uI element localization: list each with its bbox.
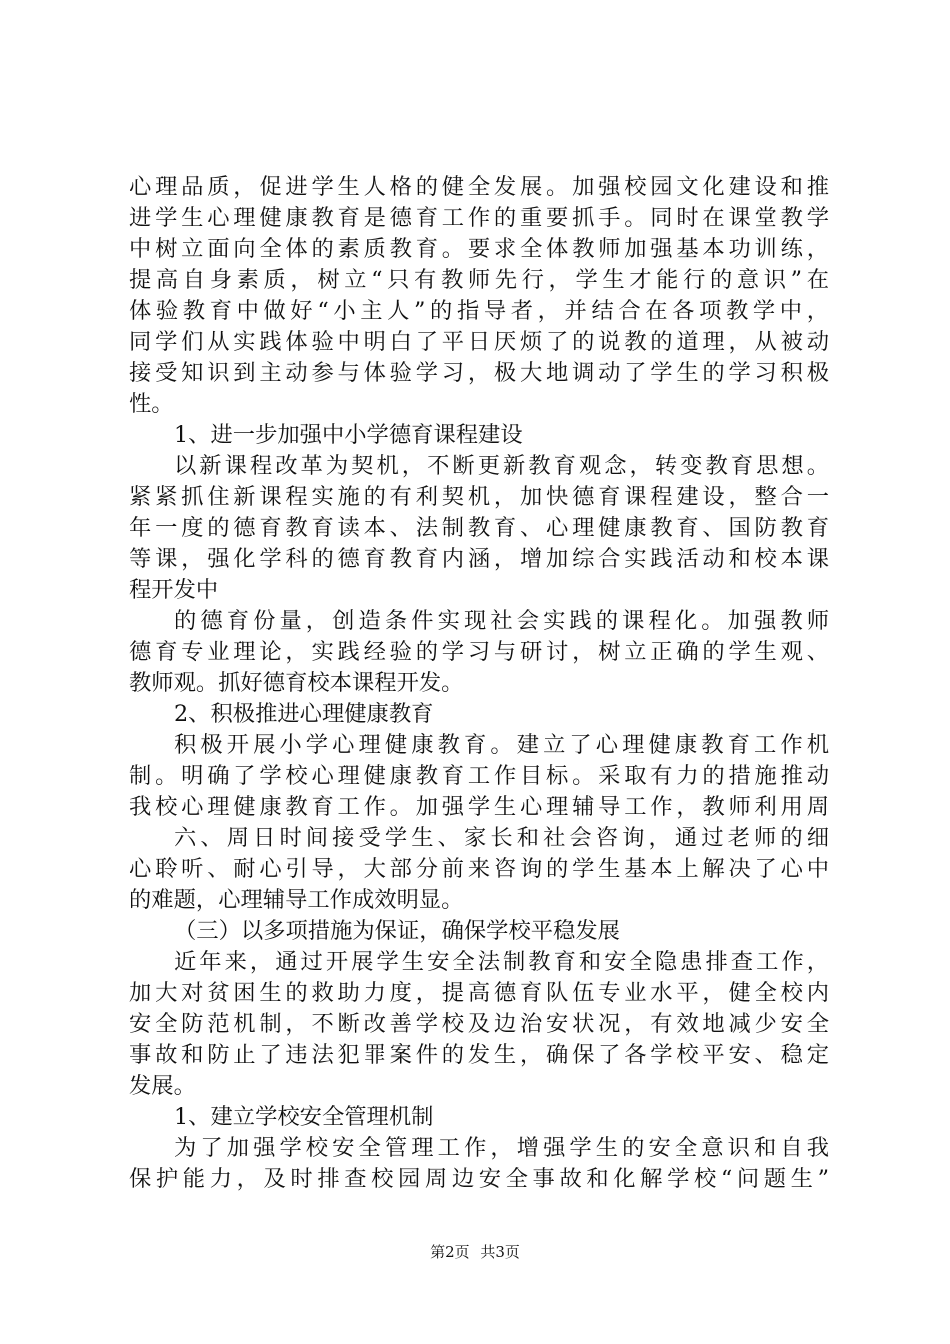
page-total: 共3页	[480, 1243, 520, 1261]
text-line: 2、积极推进心理健康教育	[174, 701, 434, 727]
text-line: 近年来，通过开展学生安全法制教育和安全隐患排查工作，	[174, 949, 829, 975]
text-line: 安全防范机制，不断改善学校及边治安状况，有效地减少安全	[129, 1011, 829, 1037]
text-line: 1、进一步加强中小学德育课程建设	[174, 422, 523, 448]
text-line: 程开发中	[129, 577, 219, 603]
text-line: 的难题，心理辅导工作成效明显。	[129, 887, 464, 913]
text-line: 我校心理健康教育工作。加强学生心理辅导工作，教师利用周	[129, 794, 829, 820]
page-footer	[0, 1242, 950, 1262]
text-line: 性。	[129, 391, 174, 417]
text-line: 紧紧抓住新课程实施的有利契机，加快德育课程建设，整合一	[129, 484, 829, 510]
text-line: 进学生心理健康教育是德育工作的重要抓手。同时在课堂教学	[129, 205, 829, 231]
text-line: 中树立面向全体的素质教育。要求全体教师加强基本功训练，	[129, 236, 829, 262]
text-line: 以新课程改革为契机，不断更新教育观念，转变教育思想。	[174, 453, 829, 479]
text-line: 等课，强化学科的德育教育内涵，增加综合实践活动和校本课	[129, 546, 829, 572]
text-line: 加大对贫困生的救助力度，提高德育队伍专业水平，健全校内	[129, 980, 829, 1006]
text-line: 接受知识到主动参与体验学习，极大地调动了学生的学习积极	[129, 360, 829, 386]
text-line: 制。明确了学校心理健康教育工作目标。采取有力的措施推动	[129, 763, 829, 789]
text-line: 发展。	[129, 1073, 196, 1099]
text-line: 德育专业理论，实践经验的学习与研讨，树立正确的学生观、	[129, 639, 829, 665]
text-line: 的德育份量，创造条件实现社会实践的课程化。加强教师	[174, 608, 829, 634]
text-line: 教师观。抓好德育校本课程开发。	[129, 670, 464, 696]
text-line: 心聆听、耐心引导，大部分前来咨询的学生基本上解决了心中	[129, 856, 829, 882]
text-line: 为了加强学校安全管理工作，增强学生的安全意识和自我	[174, 1135, 829, 1161]
document-body	[129, 172, 829, 1195]
text-line: 1、建立学校安全管理机制	[174, 1104, 434, 1130]
page-number: 第2页	[430, 1243, 470, 1261]
text-line: 体验教育中做好“小主人”的指导者，并结合在各项教学中，	[129, 298, 829, 324]
text-line: 六、周日时间接受学生、家长和社会咨询，通过老师的细	[174, 825, 829, 851]
text-line: 年一度的德育教育读本、法制教育、心理健康教育、国防教育	[129, 515, 829, 541]
text-line: 积极开展小学心理健康教育。建立了心理健康教育工作机	[174, 732, 829, 758]
text-line: （三）以多项措施为保证，确保学校平稳发展	[174, 918, 620, 944]
text-line: 心理品质，促进学生人格的健全发展。加强校园文化建设和推	[129, 174, 829, 200]
text-line: 提高自身素质，树立“只有教师先行，学生才能行的意识”在	[129, 267, 829, 293]
text-line: 保护能力，及时排查校园周边安全事故和化解学校“问题生”	[129, 1166, 829, 1192]
text-line: 同学们从实践体验中明白了平日厌烦了的说教的道理，从被动	[129, 329, 829, 355]
text-line: 事故和防止了违法犯罪案件的发生，确保了各学校平安、稳定	[129, 1042, 829, 1068]
